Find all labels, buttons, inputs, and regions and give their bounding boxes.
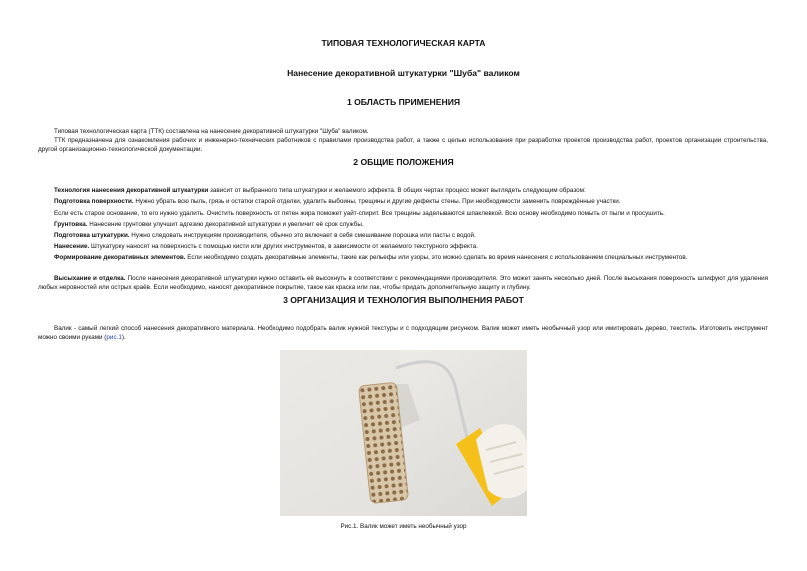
section-1-heading: 1 ОБЛАСТЬ ПРИМЕНЕНИЯ	[346, 97, 461, 107]
roller-illustration	[280, 350, 527, 516]
form-bold: Формирование декоративных элементов.	[54, 254, 186, 261]
document-title: ТИПОВАЯ ТЕХНОЛОГИЧЕСКАЯ КАРТА	[321, 38, 486, 48]
section-2-prep	[54, 198, 768, 207]
plaster-bold: Подготовка штукатурки.	[54, 232, 130, 239]
section-2-dry	[38, 275, 768, 292]
roller-photo	[280, 350, 527, 516]
figure-caption: Рис.1. Валик может иметь необычный узор	[340, 523, 467, 530]
section-2-intro	[54, 187, 768, 196]
section-1-paragraph-1	[54, 128, 768, 137]
section-2-form	[38, 254, 768, 263]
section-2-apply	[54, 243, 768, 252]
section-3-heading: 3 ОРГАНИЗАЦИЯ И ТЕХНОЛОГИЯ ВЫПОЛНЕНИЯ РАБОТ	[283, 295, 524, 305]
dry-bold: Высыхание и отделка.	[54, 275, 126, 282]
old-base-text: Если есть старое основание, то его нужно удалить. Очистить поверхность от пятен жира поможет уайт-спирит. Все трещины заделываются шпаклевкой. Всю основу необходимо помыть от пыли и просушить.	[54, 210, 665, 217]
prep-bold: Подготовка поверхности.	[54, 198, 134, 205]
section-2-old-base	[54, 210, 768, 219]
figure-link[interactable]: рис.1	[106, 333, 122, 341]
apply-text: Штукатурку наносят на поверхность с помощью кисти или других инструментов, в зависимости от желаемого текстурного эффекта.	[89, 243, 478, 250]
intro-bold: Технология нанесения декоративной штукатурки	[54, 187, 209, 194]
form-text: Если необходимо создать декоративные элементы, такие как рельефы или узоры, это можно сделать во время нанесения с использованием специальных инструментов.	[185, 254, 688, 261]
prep-text: Нужно убрать всю пыль, грязь и остатки старой отделки, удалить выбоины, трещины и другие дефекты стены. При необходимости заменить повреждённые участки.	[133, 198, 621, 205]
intro-text: зависит от выбранного типа штукатурки и желаемого эффекта. В общих чертах процесс может выглядеть следующим образом:	[208, 187, 586, 194]
section-1-text-2: ТТК предназначена для ознакомления рабочих и инженерно-технических работников с правилами производства работ, а также с целью использования при разработке проектов производства работ, проектов организации строительства, другой организационно-технологической документации.	[38, 137, 768, 153]
document-subtitle: Нанесение декоративной штукатурки "Шуба" валиком	[287, 68, 520, 78]
section-3-text-end: ).	[121, 333, 126, 341]
section-2-heading: 2 ОБЩИЕ ПОЛОЖЕНИЯ	[353, 157, 454, 167]
section-2-primer	[54, 221, 768, 230]
section-1-text-1: Типовая технологическая карта (ТТК) составлена на нанесение декоративной штукатурки "Шуба" валиком.	[54, 128, 369, 135]
section-3-paragraph-1	[38, 325, 768, 342]
primer-text: Нанесение грунтовки улучшит адгезию декоративной штукатурки и увеличит её срок службы.	[87, 221, 364, 228]
section-1-paragraph-2	[38, 137, 768, 154]
section-3-text: Валик - самый легкий способ нанесения декоративного материала. Необходимо подобрать валик нужной текстуры и с подходящим рисунком. Валик может иметь необычный узор или имитировать дерево, текстиль. Изготовить инструмент можно своими руками (	[38, 325, 768, 341]
section-2-plaster	[54, 232, 768, 241]
plaster-text: Нужно следовать инструкциям производителя, обычно это включает в себя смешивание порошка или пасты с водой.	[129, 232, 476, 239]
primer-bold: Грунтовка.	[54, 221, 88, 228]
apply-bold: Нанесение.	[54, 243, 90, 250]
dry-text: После нанесения декоративной штукатурки нужно оставить её высохнуть в соответствии с рекомендациями производителя. Это может занять несколько дней. После высыхания поверхность шлифуют для удаления любых неровностей или острых краёв. Если необходимо, наносят декоративное покрытие, такое как краска или лак, чтобы придать дополнительную защиту и глубину.	[38, 275, 768, 291]
